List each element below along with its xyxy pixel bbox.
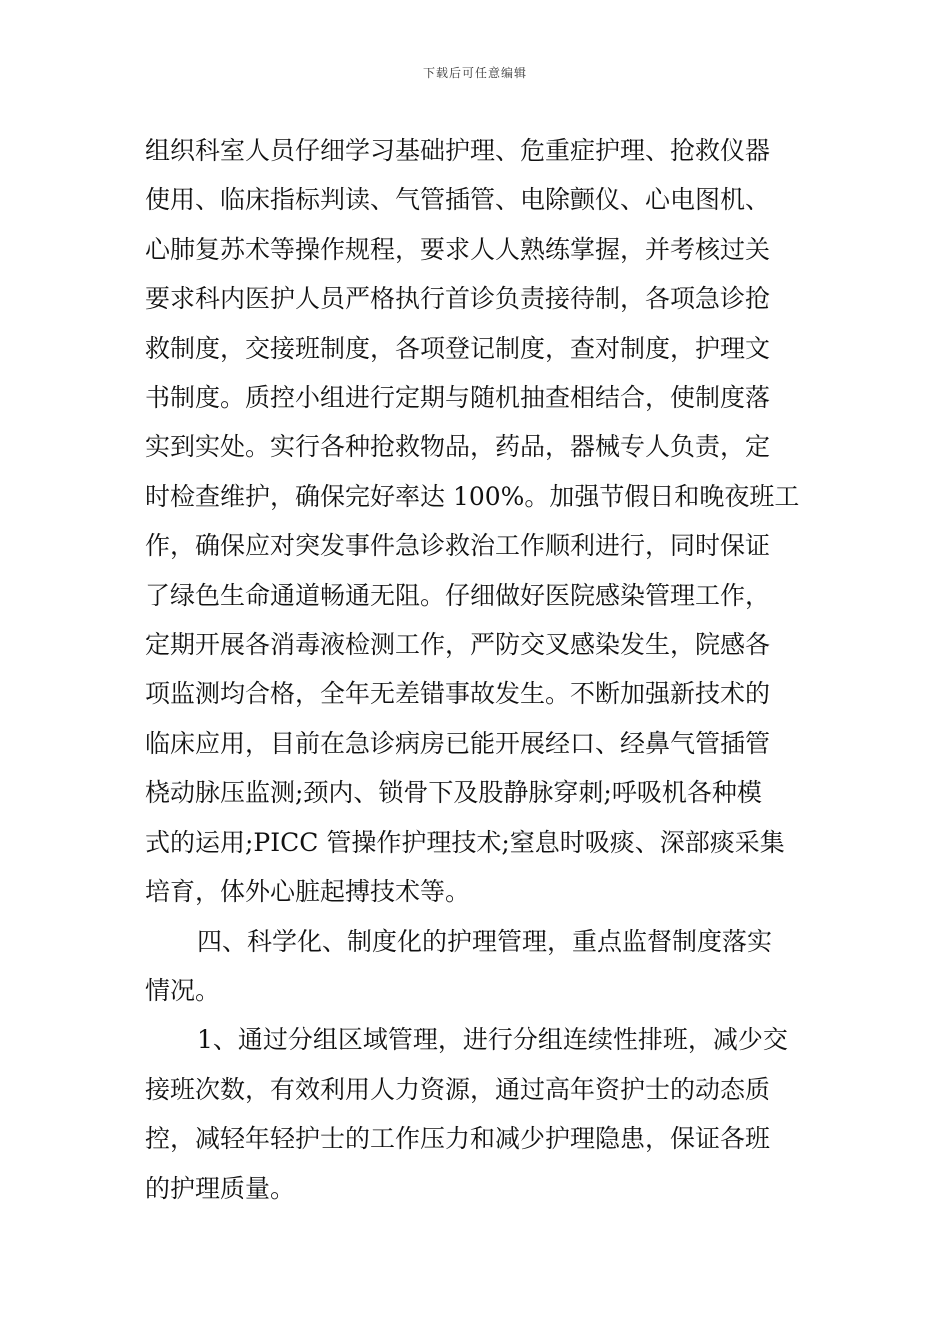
text-line: 实到实处。实行各种抢救物品，药品，器械专人负责，定 <box>145 432 771 462</box>
text-line: 时检查维护，确保完好率达 100%。加强节假日和晚夜班工 <box>145 481 800 511</box>
paragraph-1 <box>145 126 807 917</box>
text-line: 临床应用，目前在急诊病房已能开展经口、经鼻气管插管 <box>145 728 771 758</box>
text-line: 作，确保应对突发事件急诊救治工作顺利进行，同时保证 <box>145 531 771 561</box>
text-line: 式的运用;PICC 管操作护理技术;窒息时吸痰、深部痰采集 <box>145 827 785 857</box>
page-header: 下载后可任意编辑 <box>422 66 527 80</box>
text-line: 情况。 <box>145 975 221 1005</box>
text-line: 1、通过分组区域管理，进行分组连续性排班，减少交 <box>197 1025 788 1055</box>
text-line: 书制度。质控小组进行定期与随机抽查相结合，使制度落 <box>145 383 771 413</box>
text-line: 桡动脉压监测;颈内、锁骨下及股静脉穿刺;呼吸机各种模 <box>145 778 762 808</box>
text-line: 的护理质量。 <box>145 1173 296 1203</box>
text-line: 项监测均合格，全年无差错事故发生。不断加强新技术的 <box>145 679 771 709</box>
text-line: 定期开展各消毒液检测工作，严防交叉感染发生，院感各 <box>145 630 771 660</box>
text-line: 组织科室人员仔细学习基础护理、危重症护理、抢救仪器 <box>145 136 771 165</box>
text-line: 控，减轻年轻护士的工作压力和减少护理隐患，保证各班 <box>145 1124 771 1154</box>
text-line: 救制度，交接班制度，各项登记制度，查对制度，护理文 <box>145 333 771 363</box>
text-line: 四、科学化、制度化的护理管理，重点监督制度落实 <box>197 926 773 956</box>
paragraph-3 <box>145 1015 807 1213</box>
text-line: 培育，体外心脏起搏技术等。 <box>145 877 471 907</box>
paragraph-2 <box>145 917 807 1016</box>
document-body <box>145 126 807 1213</box>
text-line: 接班次数，有效利用人力资源，通过高年资护士的动态质 <box>145 1074 771 1104</box>
text-line: 了绿色生命通道畅通无阻。仔细做好医院感染管理工作， <box>145 580 771 610</box>
text-line: 要求科内医护人员严格执行首诊负责接待制，各项急诊抢 <box>145 284 771 314</box>
text-line: 使用、临床指标判读、气管插管、电除颤仪、心电图机、 <box>145 185 771 215</box>
text-line: 心肺复苏术等操作规程，要求人人熟练掌握，并考核过关 <box>145 234 771 264</box>
